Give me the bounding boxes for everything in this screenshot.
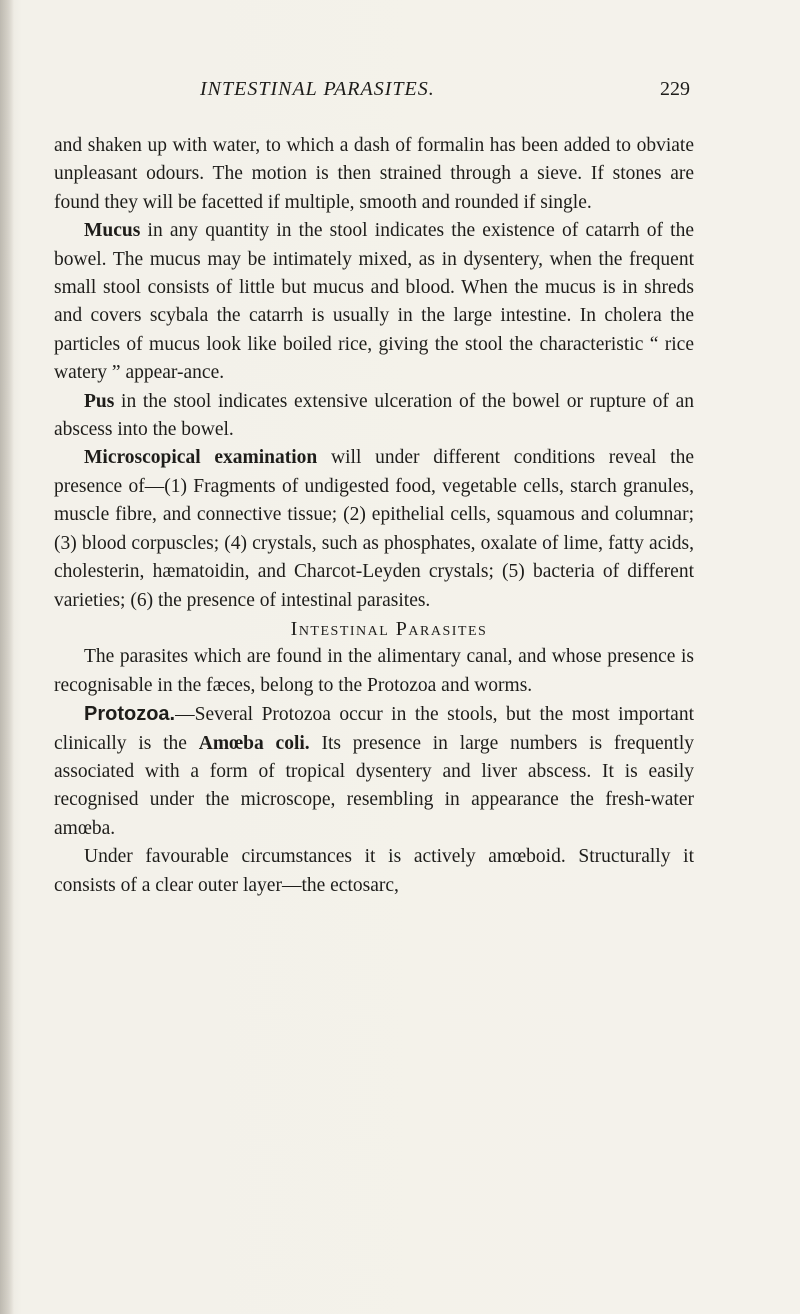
running-title: INTESTINAL PARASITES. xyxy=(200,78,435,100)
section-title: Intestinal Parasites xyxy=(290,617,488,640)
paragraph-formalin: and shaken up with water, to which a dash of formalin has been added to obviate unpleasant odours. The motion is then strained through a sieve. If stones are found they will be facetted if multiple, smooth and rounded if single. xyxy=(54,135,694,213)
amoeba-coli-term: Amœba coli. xyxy=(198,732,310,754)
paragraph-amoeboid: Under favourable circumstances it is actively amœboid. Structurally it consists of a clear outer layer—the ectosarc, xyxy=(54,846,694,896)
protozoa-heading: Protozoa. xyxy=(84,703,176,726)
page-header xyxy=(150,78,690,106)
paragraph-pus: Pus in the stool indicates extensive ulceration of the bowel or rupture of an abscess into the bowel. xyxy=(54,390,694,441)
pus-heading: Pus xyxy=(84,390,115,412)
paragraph-protozoa: Protozoa.—Several Protozoa occur in the stools, but the most important clinically is the Amœba coli. Its presence in large numbers is frequently associated with a form of tropical dysentery and liver abscess. It is easily recognised under the microscope, resembling in appearance the fresh-water amœba. xyxy=(54,703,694,839)
page-gutter xyxy=(0,0,14,1314)
paragraph-parasites: The parasites which are found in the alimentary canal, and whose presence is recognisable in the fæces, belong to the Protozoa and worms. xyxy=(54,646,694,696)
microscopical-heading: Microscopical examination xyxy=(84,447,318,469)
page-number: 229 xyxy=(660,78,690,100)
body-text xyxy=(54,132,694,900)
paragraph-microscopical: Microscopical examination will under different conditions reveal the presence of—(1) Fragments of undigested food, vegetable cells, starch granules, muscle fibre, and connective tissue; (2) epithelial cells, squamous and columnar; (3) blood corpuscles; (4) crystals, such as phosphates, oxalate of lime, fatty acids, cholesterin, hæmatoidin, and Charcot-Leyden crystals; (5) bacteria of different varieties; (6) the presence of intestinal parasites. xyxy=(54,447,694,611)
mucus-heading: Mucus xyxy=(84,220,141,242)
paragraph-mucus: Mucus in any quantity in the stool indicates the existence of catarrh of the bowel. The mucus may be intimately mixed, as in dysentery, when the frequent small stool consists of little but mucus and blood. When the mucus is in shreds and covers scybala the catarrh is usually in the large intestine. In cholera the particles of mucus look like boiled rice, giving the stool the characteristic “ rice watery ” appear-ance. xyxy=(54,220,694,384)
